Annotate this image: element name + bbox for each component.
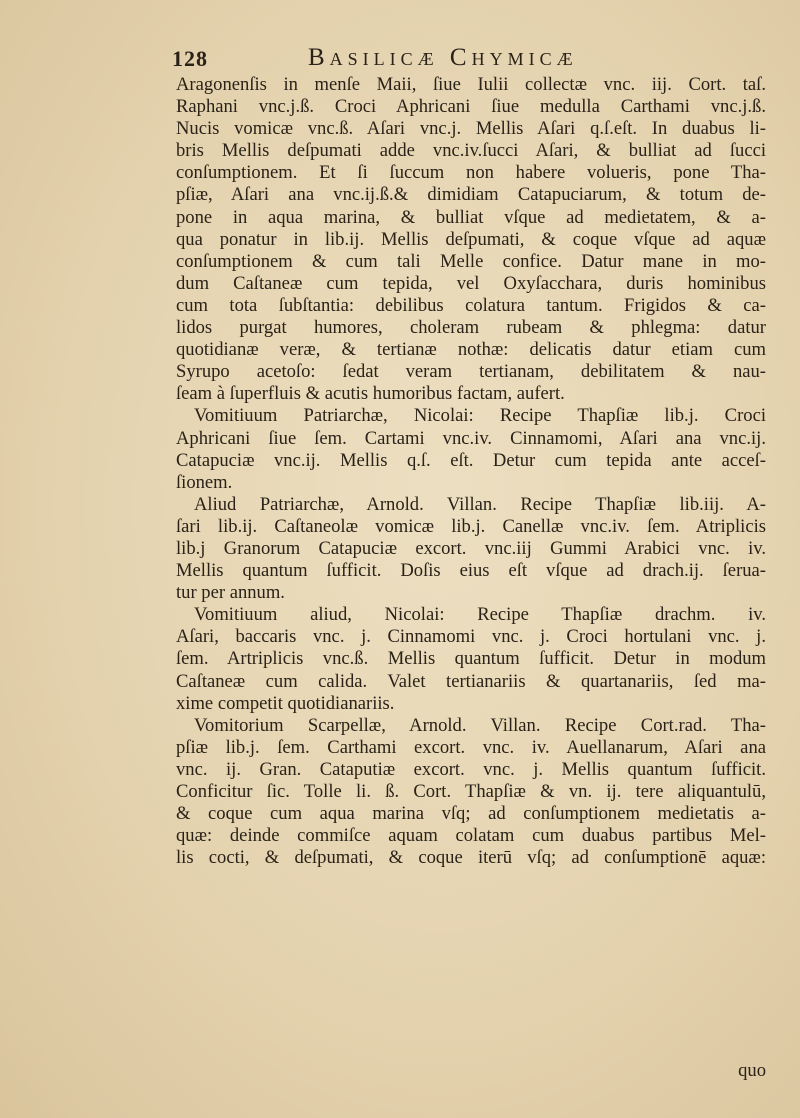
text-line: & coque cum aqua marina vſq; ad conſumptionem medietatis a- [176,803,766,825]
text-line: Raphani vnc.j.ß. Croci Aphricani ſiue medulla Carthami vnc.j.ß. [176,96,766,118]
text-line: pone in aqua marina, & bulliat vſque ad medietatem, & a- [176,206,766,228]
text-line: lidos purgat humores, choleram rubeam & phlegma: datur [176,317,766,339]
text-line: Aſari, baccaris vnc. j. Cinnamomi vnc. j. Croci hortulani vnc. j. [176,626,766,648]
text-line: conſumptionem. Et ſi ſuccum non habere volueris, pone Tha- [176,162,766,184]
text-line: Syrupo acetoſo: ſedat veram tertianam, debilitatem & nau- [176,361,766,383]
text-line: ſionem. [176,471,233,493]
running-title: Basilicæ Chymicæ [308,44,578,71]
text-line: quæ: deinde commiſce aquam colatam cum duabus partibus Mel- [176,825,766,847]
text-line: ſem. Artriplicis vnc.ß. Mellis quantum ſufficit. Detur in modum [176,648,766,670]
text-line: Vomitiuum aliud, Nicolai: Recipe Thapſiæ drachm. iv. [194,604,766,626]
text-line: tur per annum. [176,582,285,604]
text-line: pſiæ lib.j. ſem. Carthami excort. vnc. iv. Auellanarum, Aſari ana [176,736,766,758]
text-line: ſeam à ſuperfluis & acutis humoribus factam, aufert. [176,383,565,405]
text-line: Aliud Patriarchæ, Arnold. Villan. Recipe Thapſiæ lib.iij. A- [194,493,766,515]
text-line: conſumptionem & cum tali Melle confice. Datur mane in mo- [176,250,766,272]
body-text [176,74,766,869]
text-line: lis cocti, & deſpumati, & coque iterū vſq; ad conſumptionē aquæ: [176,847,766,869]
text-line: ſari lib.ij. Caſtaneolæ vomicæ lib.j. Canellæ vnc.iv. ſem. Atriplicis [176,515,766,537]
text-line: Conficitur ſic. Tolle li. ß. Cort. Thapſiæ & vn. ij. tere aliquantulū, [176,781,766,802]
text-line: pſiæ, Aſari ana vnc.ij.ß.& dimidiam Catapuciarum, & totum de- [176,184,766,206]
text-line: Vomitiuum Patriarchæ, Nicolai: Recipe Thapſiæ lib.j. Croci [194,405,766,427]
text-line: bris Mellis deſpumati adde vnc.iv.ſucci Aſari, & bulliat ad ſucci [176,140,766,162]
text-line: Aphricani ſiue ſem. Cartami vnc.iv. Cinnamomi, Aſari ana vnc.ij. [176,427,766,449]
text-line: Aragonenſis in menſe Maii, ſiue Iulii collectæ vnc. iij. Cort. taſ. [176,74,766,95]
page-header [172,42,772,76]
text-line: quotidianæ veræ, & tertianæ nothæ: delicatis datur etiam cum [176,339,766,361]
page-number: 128 [172,46,208,71]
text-line: lib.j Granorum Catapuciæ excort. vnc.iij Gummi Arabici vnc. iv. [176,537,766,559]
text-line: dum Caſtaneæ cum tepida, vel Oxyſacchara, duris hominibus [176,272,766,294]
catchword: quo [738,1060,766,1081]
text-line: qua ponatur in lib.ij. Mellis deſpumati, & coque vſque ad aquæ [176,228,766,250]
text-line: Mellis quantum ſufficit. Doſis eius eſt vſque ad drach.ij. ſerua- [176,560,766,582]
text-line: xime competit quotidianariis. [176,692,395,714]
text-line: vnc. ij. Gran. Cataputiæ excort. vnc. j. Mellis quantum ſufficit. [176,758,766,780]
text-line: cum tota ſubſtantia: debilibus colatura tantum. Frigidos & ca- [176,294,766,316]
text-line: Vomitorium Scarpellæ, Arnold. Villan. Recipe Cort.rad. Tha- [194,714,766,736]
text-line: Nucis vomicæ vnc.ß. Aſari vnc.j. Mellis Aſari q.ſ.eſt. In duabus li- [176,118,766,140]
text-line: Catapuciæ vnc.ij. Mellis q.ſ. eſt. Detur cum tepida ante acceſ- [176,449,766,471]
text-line: Caſtaneæ cum calida. Valet tertianariis & quartanariis, ſed ma- [176,670,766,692]
